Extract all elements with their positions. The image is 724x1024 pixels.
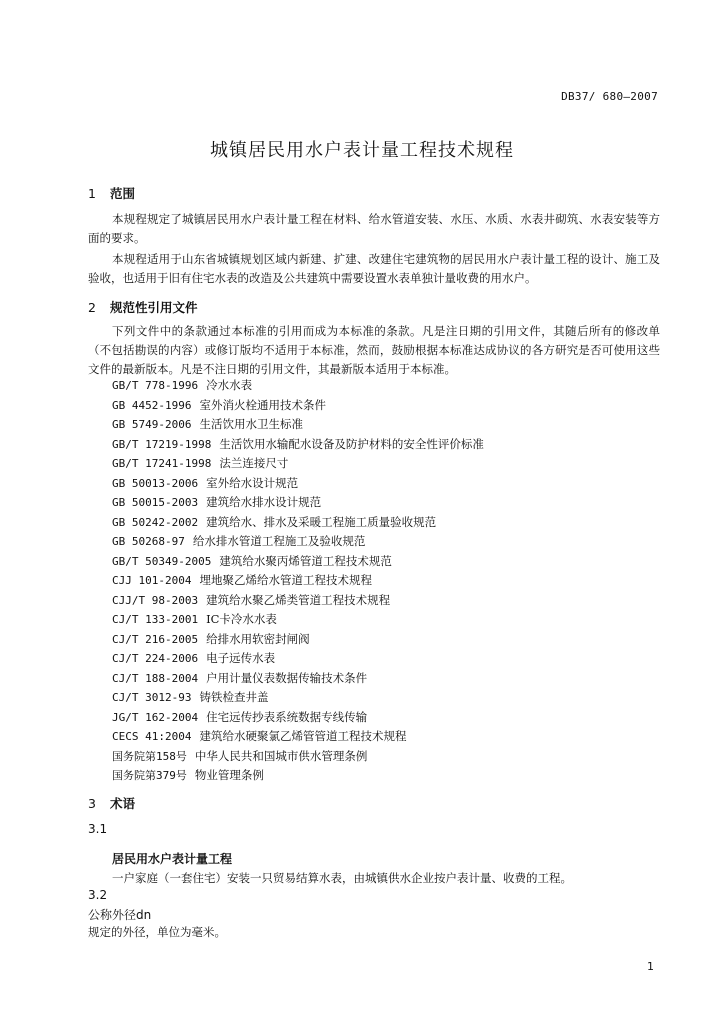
document-title: 城镇居民用水户表计量工程技术规程 <box>210 140 514 161</box>
clause-number: 3.1 <box>88 822 108 836</box>
reference-title: 室外给水设计规范 <box>206 475 299 490</box>
section-title: 术语 <box>110 796 136 811</box>
reference-code: GB 50013-2006 <box>112 476 199 490</box>
list-item <box>112 513 484 533</box>
scope-paragraph-1: 本规程规定了城镇居民用水户表计量工程在材料、给水管道安装、水压、水质、水表井砌筑、水表安装等方面的要求。 <box>88 212 660 245</box>
reference-title: 户用计量仪表数据传输技术条件 <box>206 670 368 685</box>
list-item <box>112 688 484 708</box>
reference-title: 生活饮用水卫生标准 <box>199 417 303 431</box>
term-definition: 规定的外径，单位为毫米。 <box>88 925 226 939</box>
reference-title: 给水排水管道工程施工及验收规范 <box>192 534 366 548</box>
reference-code: CJ/T 188-2004 <box>112 671 199 685</box>
section-heading-references <box>88 298 198 316</box>
standard-code: DB37/ 680—2007 <box>561 90 658 103</box>
section-heading-scope <box>88 184 135 202</box>
list-item <box>112 454 484 474</box>
list-item <box>112 708 484 728</box>
section-number: 2 <box>88 300 96 315</box>
reference-code: 国务院第158号 <box>112 749 187 763</box>
scope-paragraph-2: 本规程适用于山东省城镇规划区域内新建、扩建、改建住宅建筑物的居民用水户表计量工程的设计、施工及验收，也适用于旧有住宅水表的改造及公共建筑中需要设置水表单独计量收费的用水户。 <box>88 252 660 285</box>
reference-code: CJJ 101-2004 <box>112 574 192 587</box>
list-item <box>112 376 484 396</box>
reference-code: CJ/T 216-2005 <box>112 632 199 646</box>
list-item <box>112 532 484 552</box>
list-item <box>112 610 484 630</box>
reference-code: GB 50242-2002 <box>112 515 199 529</box>
reference-code: GB 50268-97 <box>112 535 185 548</box>
reference-code: CECS 41:2004 <box>112 730 192 743</box>
reference-code: GB/T 17241-1998 <box>112 457 212 470</box>
reference-title: 建筑给水聚乙烯类管道工程技术规程 <box>206 592 391 607</box>
reference-code: CJ/T 133-2001 <box>112 613 199 626</box>
reference-title: 给排水用软密封闸阀 <box>206 631 310 646</box>
list-item <box>112 552 484 572</box>
reference-title: 建筑给水聚丙烯管道工程技术规范 <box>219 553 392 568</box>
list-item <box>112 669 484 689</box>
reference-code: CJ/T 224-2006 <box>112 652 199 665</box>
page-number: 1 <box>647 960 654 973</box>
list-item <box>112 747 484 767</box>
list-item <box>112 474 484 494</box>
reference-title: IC卡冷水水表 <box>206 612 277 626</box>
list-item <box>112 630 484 650</box>
section-title: 范围 <box>110 186 136 201</box>
reference-title: 生活饮用水输配水设备及防护材料的安全性评价标准 <box>219 436 484 451</box>
reference-title: 电子远传水表 <box>206 651 276 665</box>
list-item <box>112 493 484 513</box>
reference-code: CJJ/T 98-2003 <box>112 593 199 607</box>
list-item <box>112 571 484 591</box>
list-item <box>112 415 484 435</box>
list-item <box>112 435 484 455</box>
reference-title: 物业管理条例 <box>194 768 264 782</box>
reference-code: GB/T 778-1996 <box>112 379 199 392</box>
reference-title: 冷水水表 <box>206 378 253 392</box>
reference-code: GB 4452-1996 <box>112 398 192 412</box>
reference-title: 法兰连接尺寸 <box>219 456 289 470</box>
list-item <box>112 396 484 416</box>
clause-number: 3.2 <box>88 888 108 902</box>
reference-title: 铸铁检查井盖 <box>199 690 269 704</box>
term-name: 居民用水户表计量工程 <box>112 852 233 866</box>
reference-code: GB/T 50349-2005 <box>112 554 212 568</box>
references-intro: 下列文件中的条款通过本标准的引用而成为本标准的条款。凡是注日期的引用文件，其随后所有的修改单（不包括勘误的内容）或修订版均不适用于本标准，然而，鼓励根据本标准达成协议的各方研究是否可使用这些文件的最新版本。凡是不注日期的引用文件，其最新版本适用于本标准。 <box>88 324 660 376</box>
list-item <box>112 727 484 747</box>
reference-code: GB 50015-2003 <box>112 496 199 509</box>
term-definition: 一户家庭（一套住宅）安装一只贸易结算水表，由城镇供水企业按户表计量、收费的工程。 <box>112 871 572 885</box>
reference-code: CJ/T 3012-93 <box>112 691 192 704</box>
list-item <box>112 649 484 669</box>
section-title: 规范性引用文件 <box>110 300 198 315</box>
reference-title: 建筑给水硬聚氯乙烯管管道工程技术规程 <box>199 729 407 743</box>
reference-code: 国务院第379号 <box>112 769 187 782</box>
reference-list <box>112 376 484 786</box>
list-item <box>112 591 484 611</box>
list-item <box>112 766 484 786</box>
reference-code: GB/T 17219-1998 <box>112 437 212 451</box>
reference-title: 建筑给水排水设计规范 <box>206 495 322 509</box>
section-number: 1 <box>88 186 96 201</box>
reference-code: GB 5749-2006 <box>112 418 192 431</box>
reference-title: 建筑给水、排水及采暖工程施工质量验收规范 <box>206 514 437 529</box>
reference-title: 住宅远传抄表系统数据专线传输 <box>206 709 368 724</box>
reference-title: 室外消火栓通用技术条件 <box>199 397 326 412</box>
section-heading-terms <box>88 794 135 812</box>
term-name: 公称外径dn <box>88 908 152 922</box>
section-number: 3 <box>88 796 96 811</box>
reference-code: JG/T 162-2004 <box>112 710 199 724</box>
reference-title: 中华人民共和国城市供水管理条例 <box>194 748 368 763</box>
reference-title: 埋地聚乙烯给水管道工程技术规程 <box>199 573 372 587</box>
